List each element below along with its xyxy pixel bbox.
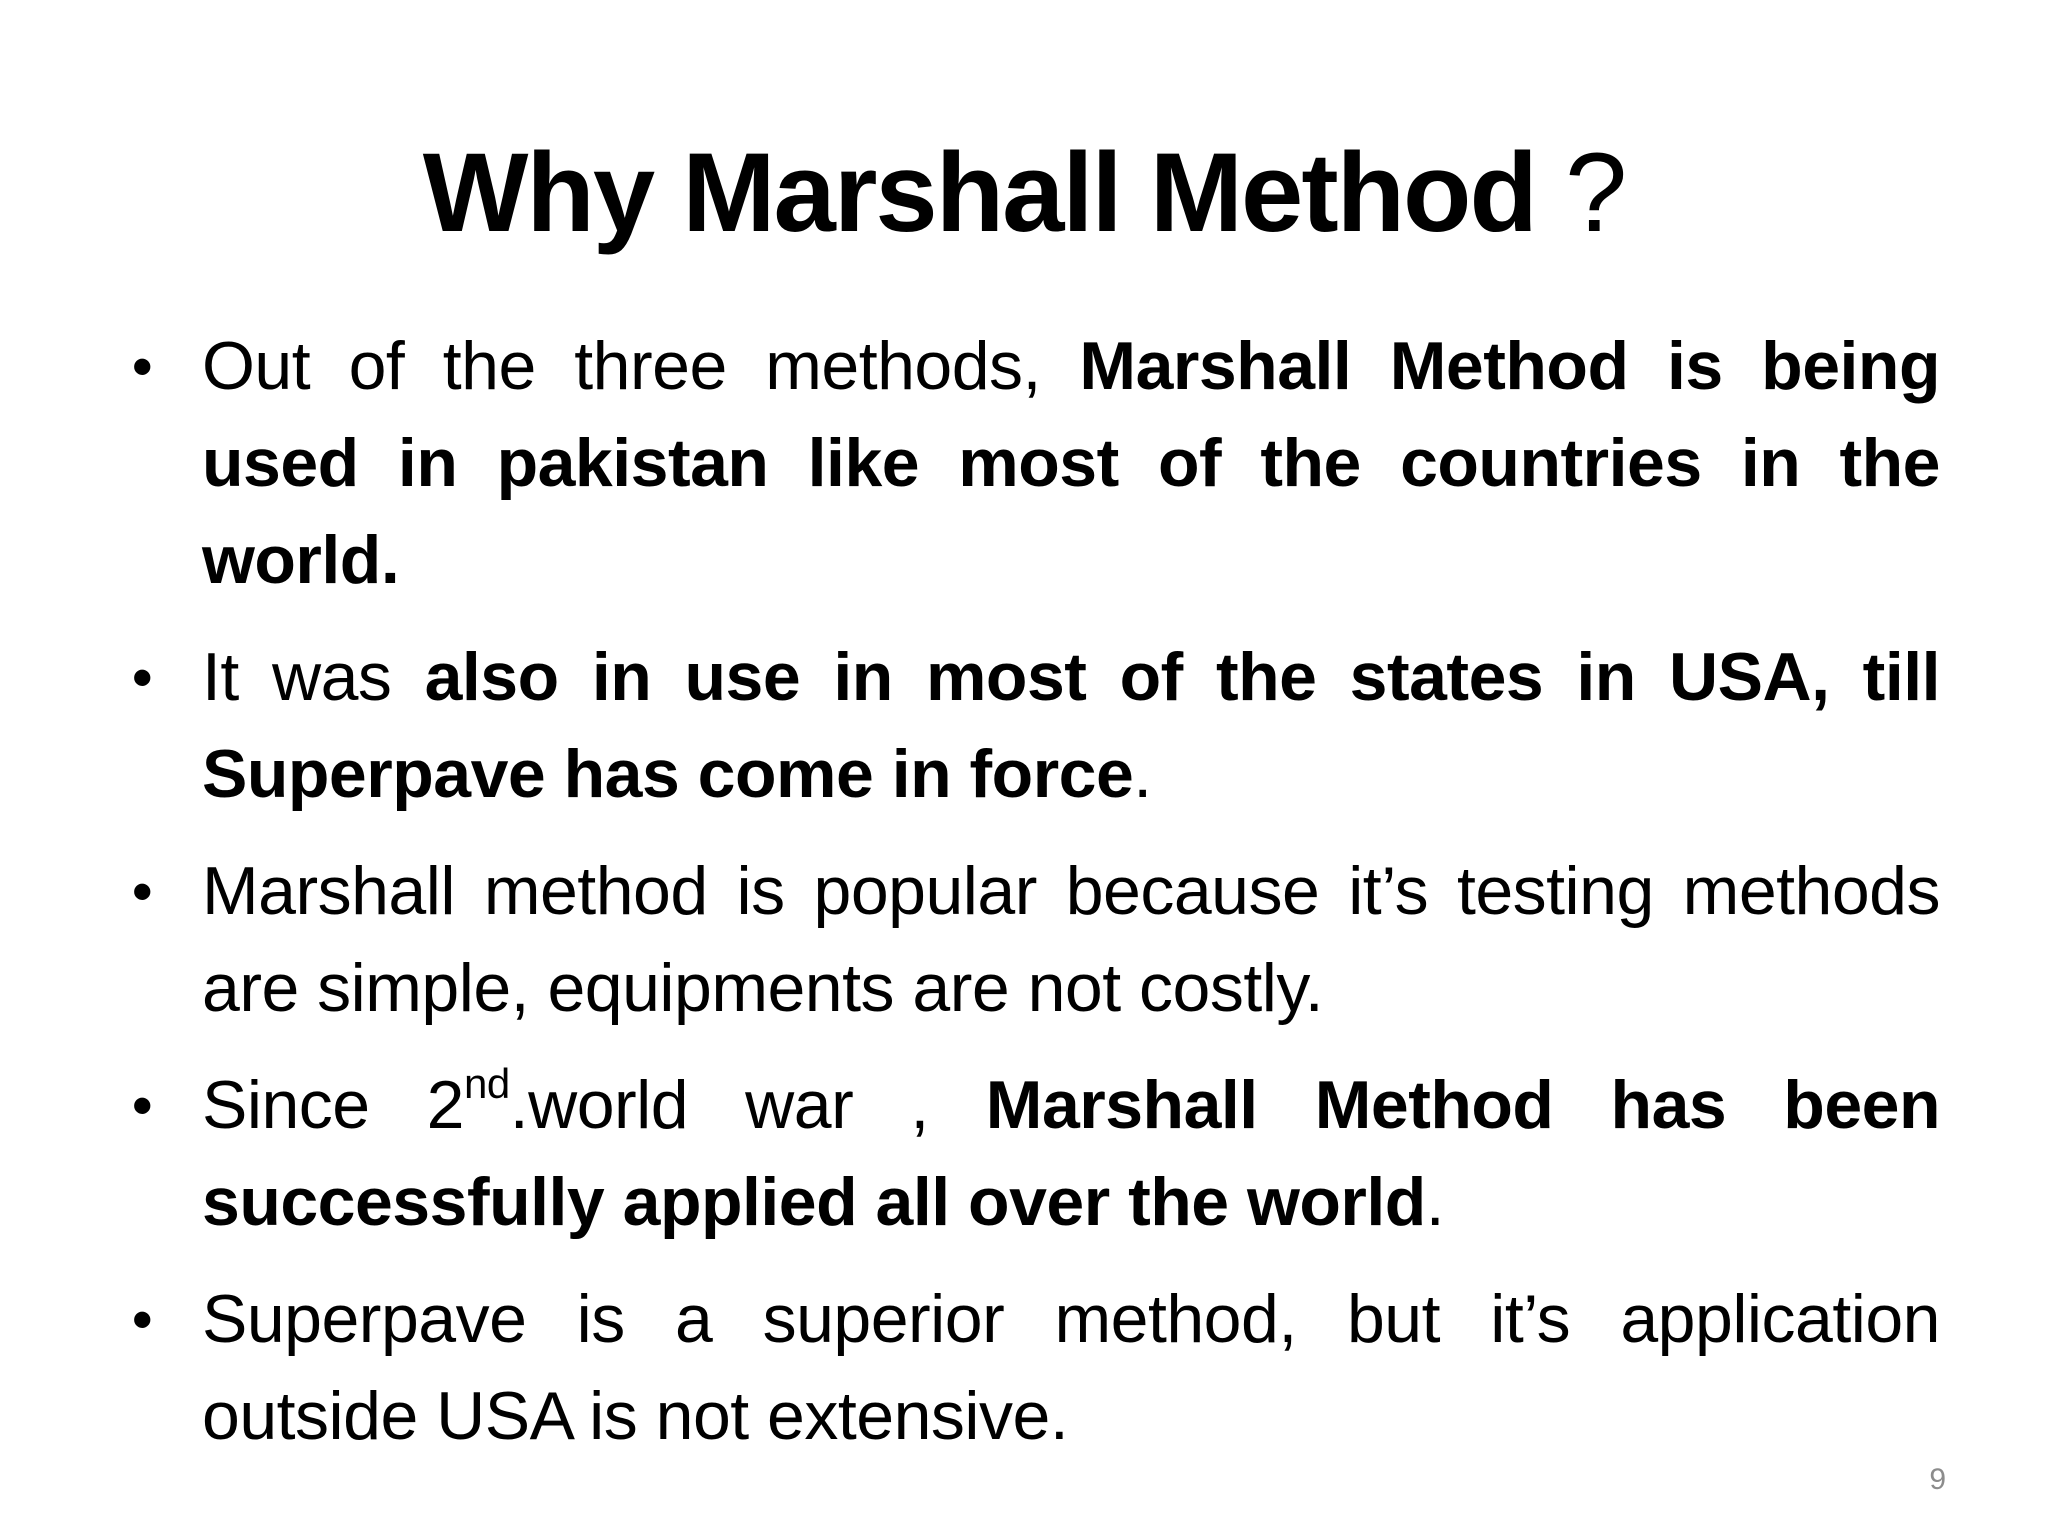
bullet-text-bold: Marshall Method has been successfully applied all over the world (202, 1067, 1941, 1240)
bullet-item (131, 843, 1940, 1037)
bullet-icon: • (131, 333, 153, 400)
slide-title-question-mark: ? (1535, 130, 1626, 255)
bullet-text: Superpave is a superior method, but it’s application outside USA is not extensive. (202, 1281, 1940, 1454)
bullet-text: .world war , (509, 1067, 986, 1143)
bullet-text: Out of the three methods, (202, 328, 1080, 404)
bullet-text: It was (202, 639, 425, 715)
bullet-item (131, 318, 1940, 609)
bullet-text-bold: Marshall Method is being used in pakistan like most of the countries in the world. (202, 328, 1940, 598)
bullet-text: . (1425, 1164, 1445, 1240)
bullet-icon: • (131, 858, 153, 925)
bullet-icon: • (131, 644, 153, 711)
bullet-item (131, 1057, 1941, 1251)
bullet-text: Marshall method is popular because it’s testing methods are simple, equipments are not costly. (202, 853, 1940, 1026)
page-number: 9 (1929, 1463, 1946, 1496)
bullet-text-bold: also in use in most of the states in USA, till Superpave has come in force (202, 639, 1940, 812)
bullet-icon: • (131, 1072, 153, 1139)
ordinal-superscript: nd (464, 1060, 510, 1108)
bullet-text: Since 2 (202, 1067, 464, 1143)
slide-title (0, 128, 2048, 258)
slide-title-main: Why Marshall Method (422, 130, 1536, 255)
bullet-icon: • (131, 1286, 153, 1353)
bullet-list (131, 318, 1941, 1485)
bullet-text: . (1133, 736, 1152, 812)
bullet-item (131, 1271, 1940, 1465)
bullet-item (131, 629, 1940, 823)
